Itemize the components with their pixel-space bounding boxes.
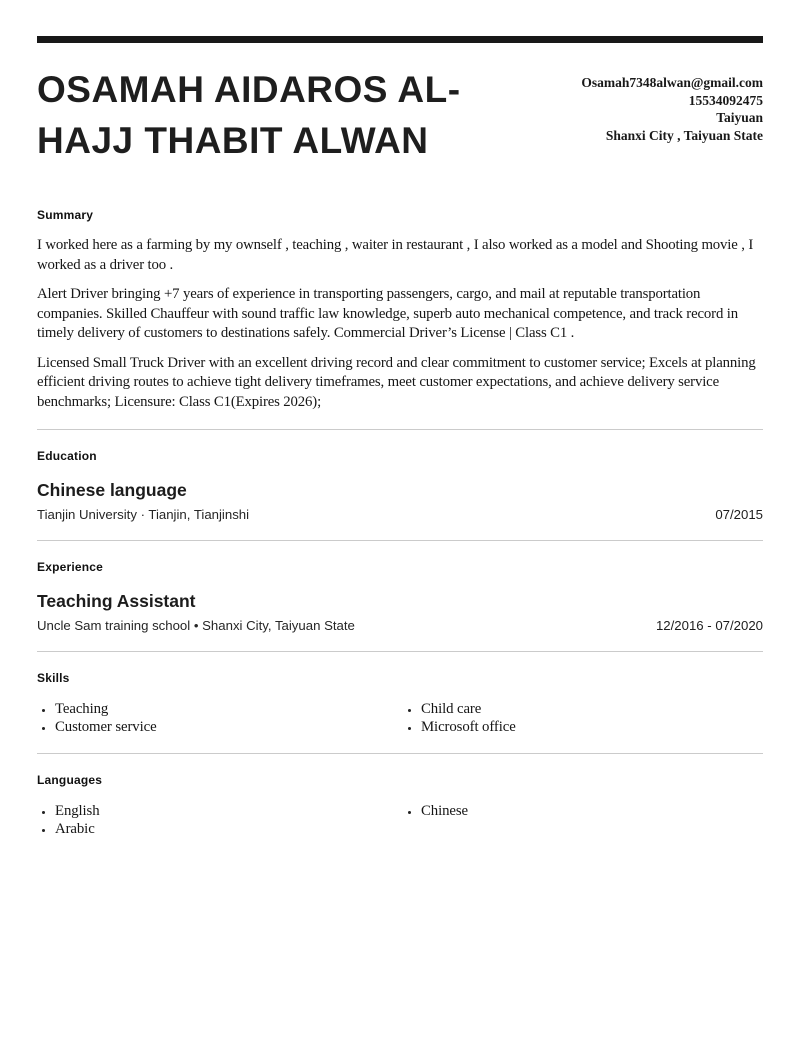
- bullet-dot: [42, 727, 45, 730]
- candidate-name: OSAMAH AIDAROS AL-HAJJ THABIT ALWAN: [37, 69, 461, 161]
- skill-item-label: Child care: [421, 701, 482, 717]
- contact-email: Osamah7348alwan@gmail.com: [581, 75, 763, 90]
- skill-item: [403, 719, 763, 737]
- experience-date-range: 12/2016 - 07/2020: [655, 618, 763, 633]
- languages-section: [37, 753, 763, 838]
- skills-label: Skills: [37, 671, 70, 685]
- language-item-label: Arabic: [55, 820, 95, 837]
- bullet-dot: [408, 727, 411, 730]
- bullet-dot: [42, 829, 45, 832]
- education-institution: Tianjin University · Tianjin, Tianjinshi: [37, 507, 250, 522]
- language-item: [37, 821, 397, 839]
- summary-section: [37, 208, 763, 412]
- skill-item-label: Teaching: [55, 701, 109, 717]
- bullet-dot: [42, 709, 45, 712]
- education-date: 07/2015: [715, 507, 763, 522]
- experience-job-title: Teaching Assistant: [37, 591, 196, 611]
- header-rule-bar: [37, 36, 763, 43]
- skill-item: [403, 701, 763, 719]
- education-entry: [37, 480, 763, 523]
- bullet-dot: [408, 709, 411, 712]
- languages-label: Languages: [37, 773, 103, 787]
- contact-block: [529, 74, 763, 144]
- summary-label: Summary: [37, 208, 94, 222]
- language-item-label: Chinese: [421, 803, 468, 819]
- skills-section: [37, 651, 763, 736]
- summary-paragraph-1: I worked here as a farming by my ownself , teaching , waiter in restaurant , I also worked as a model and Shooting movie , I worked as a driver too .: [37, 237, 754, 273]
- resume-page: [0, 36, 800, 1048]
- languages-column-2: [403, 803, 763, 838]
- skills-columns: [37, 701, 763, 736]
- education-section: [37, 429, 763, 523]
- education-degree: Chinese language: [37, 480, 187, 500]
- skill-item: [37, 719, 397, 737]
- summary-paragraph-3: Licensed Small Truck Driver with an excellent driving record and clear commitment to customer service; Excels at planning efficient driving routes to achieve tight delivery timeframes, meet customer expectations, and achieve delivery service benchmarks; Licensure: Class C1(Expires 2026);: [37, 354, 756, 410]
- skill-item: [37, 701, 397, 719]
- contact-region: Shanxi City , Taiyuan State: [605, 127, 763, 143]
- languages-column-1: [37, 803, 397, 838]
- skill-item-label: Microsoft office: [421, 718, 516, 735]
- bullet-dot: [408, 811, 411, 814]
- experience-label: Experience: [37, 560, 104, 574]
- skills-column-1: [37, 701, 397, 736]
- contact-city: Taiyuan: [716, 110, 763, 125]
- summary-paragraph-2: Alert Driver bringing +7 years of experience in transporting passengers, cargo, and mail at reputable transportation companies. Skilled Chauffeur with sound traffic law knowledge, superb auto mechanical competence, and track record in timely delivery of customers to destinations safely. Commercial Driver’s License | Class C1 .: [37, 286, 738, 341]
- experience-section: [37, 540, 763, 634]
- language-item: [37, 803, 397, 821]
- contact-phone: 15534092475: [688, 92, 763, 108]
- experience-entry: [37, 591, 763, 634]
- bullet-dot: [42, 811, 45, 814]
- language-item: [403, 803, 763, 821]
- skills-column-2: [403, 701, 763, 736]
- experience-company: Uncle Sam training school • Shanxi City, Taiyuan State: [37, 618, 355, 633]
- education-label: Education: [37, 449, 97, 463]
- experience-detail-row: [37, 618, 763, 634]
- education-detail-row: [37, 507, 763, 523]
- resume-header: [37, 64, 763, 166]
- skill-item-label: Customer service: [55, 718, 157, 735]
- language-item-label: English: [55, 803, 100, 819]
- languages-columns: [37, 803, 763, 838]
